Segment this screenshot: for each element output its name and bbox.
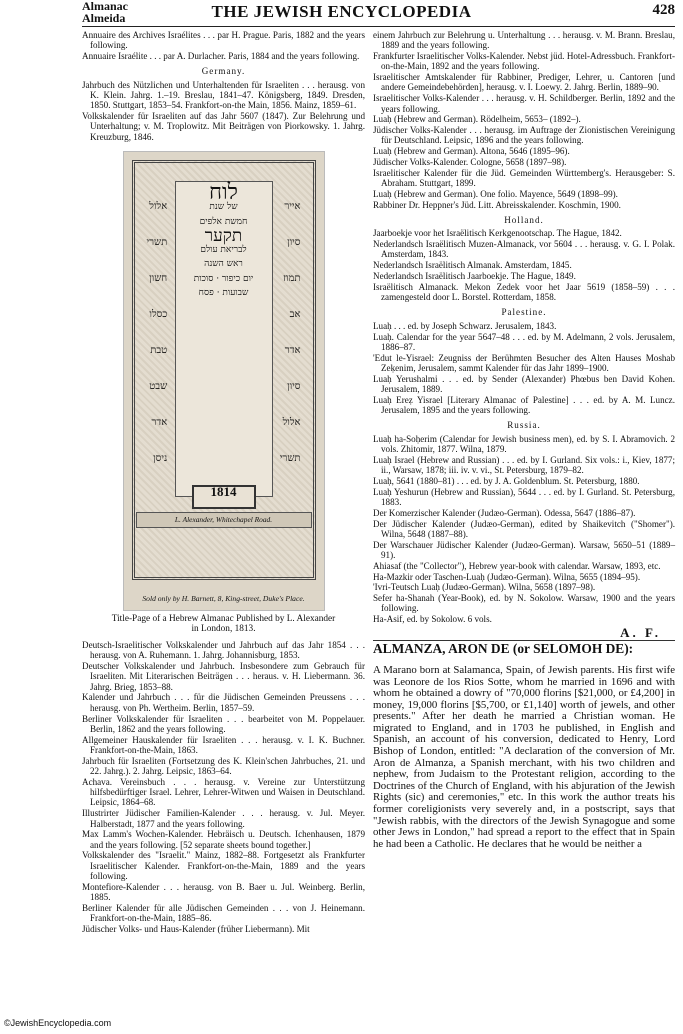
- bib-entry: Luaḥ . . . ed. by Joseph Schwarz. Jerusalem, 1843.: [373, 320, 557, 331]
- germany-entries-continued: [82, 640, 365, 934]
- running-header-first-word: Almanac: [82, 0, 128, 13]
- bib-entry: Ha-Mazkir oder Taschen-Luaḥ (Judæo-German). Wilna, 5655 (1894–95).: [373, 571, 641, 582]
- bib-entry: Achava. Vereinsbuch . . . herausg. v. Vereine zur Unterstützung hilfsbedürftiger Israel. Lehrer, Lehrer-Witwen und Waisen in Deutschland. Leipsic, 1864–68.: [82, 776, 365, 808]
- bib-entry: Illustrirter Jüdischer Familien-Kalender . . . herausg. v. Jul. Meyer. Halberstadt, 1877 and the years following.: [82, 808, 365, 829]
- bib-entry: Deutscher Volkskalender und Jahrbuch. Insbesondere zum Gebrauch für Israeliten. Mit Literarischen Beiträgen . . . heraus. v. H. Liebermann. 36. Jahrg. Brieg, 1853–88.: [82, 661, 365, 692]
- bib-entry: Deutsch-Israelitischer Volkskalender und Jahrbuch auf das Jahr 1854 . . . herausg. von A. Ruhemann. 1. Jahrg. Johannisburg, 1853.: [82, 639, 365, 661]
- bib-entry: Kalender und Jahrbuch . . . für die Jüdischen Gemeinden Preussens . . . herausg. von Ph. Wertheim. Berlin, 1857–59.: [82, 692, 365, 713]
- hebrew-year: תקער: [204, 225, 243, 246]
- bib-entry: Der Jüdischer Kalender (Judæo-German), edited by Shaikevitch ("Shomer"). Wilna, 5648 (1887–88).: [373, 518, 675, 539]
- figure-caption: [82, 614, 365, 635]
- caption-line: in London, 1813.: [191, 624, 256, 635]
- right-column: [373, 30, 675, 861]
- bib-entry: Israelitischer Amtskalender für Rabbiner, Prediger, Lehrer, u. Cantoren [und andere Gemeindebehörden], herausg. v. I. Loewy. 2. Jahrg. Berlin, 1889–90.: [373, 72, 675, 93]
- article-body: A Marano born at Salamanca, Spain, of Jewish parents. His first wife was Leonore de los Rios Sotte, whom he married in 1696 and with whom he obtained a dowry of "70,000 florins [$21,000, or £4,200] in money, 19,000 florins [$5,700, or £1,140] worth of jewels, and other presents." After her death he married a Christian woman. He migrated to England, and in 1703 he published, in English and Spanish, an account of his conversion, dedicated to Henry, Lord Bishop of London, entitled: "A declaration of the conversion of Mr. Aron de Almanza, a Spanish merchant, with his two children and nephew, from Judaism to the Protestant religion, according to the Doctrines of the Church of England, with his abjuration of the Jewish Rights (sic) and ceremonies," etc. In this work the author treats his former coreligionists very severely and, in a postscript, says that "Jewish rabbis, with the directors of the Jewish Synagogue and some other Jews in London," had spread a report to the effect that in Spain he had been a Catholic. He declares that he would be neither a: [373, 663, 675, 850]
- month-label: אלול: [149, 200, 168, 212]
- bib-entry: Jüdischer Volks-Kalender . . . herausg. im Auftrage der Zionistischen Vereinigung für Deutschland. Leipsic, 1896 and the years following.: [373, 125, 675, 146]
- bib-entry: Montefiore-Kalender . . . herausg. von B. Baer u. Jul. Weinberg. Berlin, 1885.: [82, 881, 365, 903]
- hebrew-line: לבריאת עולם: [200, 245, 247, 256]
- bib-entry: Luaḥ Ereẓ Yisrael [Literary Almanac of Palestine] . . . ed. by A. M. Luncz. Jerusalem, 1895 and the years following.: [373, 394, 675, 416]
- bib-entry: Luaḥ, 5641 (1880–81) . . . ed. by J. A. Goldenblum. St. Petersburg, 1880.: [373, 475, 640, 486]
- month-label: אייר: [284, 200, 301, 212]
- page-number: 428: [652, 2, 675, 18]
- bib-entry: einem Jahrbuch zur Belehrung u. Unterhaltung . . . herausg. v. M. Brann. Breslau, 1889 and the years following.: [373, 30, 675, 51]
- bib-entry: Nederlandsch Israëlitisch Muzen-Almanack, vor 5604 . . . herausg. v. G. I. Polak. Amsterdam, 1843.: [373, 239, 675, 260]
- figure-months-right: [280, 189, 301, 477]
- figure-imprint: Sold only by H. Barnett, 8, King-street, Duke's Place.: [142, 593, 305, 603]
- bib-entry: Nederlandsch Israëlitisch Jaarboekje. The Hague, 1849.: [373, 271, 576, 282]
- caption-line: Title-Page of a Hebrew Almanac Published by L. Alexander: [111, 613, 336, 624]
- left-column: [82, 30, 365, 935]
- section-heading-holland: Holland.: [504, 215, 544, 226]
- month-label: אדר: [151, 416, 168, 428]
- hebrew-line: של שנת: [209, 202, 238, 213]
- running-header-last-word: Almeida: [82, 11, 126, 25]
- section-heading-palestine: Palestine.: [501, 307, 547, 318]
- month-label: ניסן: [153, 452, 168, 464]
- month-label: אב: [289, 308, 301, 320]
- month-label: סיון: [287, 380, 301, 392]
- bib-entry: Jahrbuch für Israeliten (Fortsetzung des K. Klein'schen Jahrbuches, 21. und 22. Jahrg.). 2. Jahrg. Leipsic, 1863–64.: [82, 755, 365, 777]
- figure-months-left: [147, 189, 168, 477]
- author-initials: A. F.: [620, 624, 661, 640]
- almanac-title-page-figure: [123, 151, 325, 611]
- bib-entry: 'Ivri-Teutsch Luaḥ (Judæo-German). Wilna, 5658 (1897–98).: [373, 582, 596, 593]
- page-title: THE JEWISH ENCYCLOPEDIA: [211, 2, 472, 21]
- bib-entry: Annuaire Israélite . . . par A. Durlacher. Paris, 1884 and the years following.: [82, 51, 360, 62]
- month-label: טבת: [150, 344, 168, 356]
- figure-publisher-strip: L. Alexander, Whitechapel Road.: [136, 512, 312, 528]
- bib-entry: Ahiasaf (the "Collector"), Hebrew year-book with calendar. Warsaw, 1893, etc.: [373, 560, 661, 571]
- bib-entry: Berliner Volkskalender für Israeliten . . . bearbeitet von M. Poppelauer. Berlin, 1862 and the years following.: [82, 713, 365, 734]
- bib-entry: Luaḥ (Hebrew and German). One folio. Mayence, 5649 (1898–99).: [373, 188, 618, 199]
- bib-entry: Rabbiner Dr. Heppner's Jüd. Litt. Abreisskalender. Koschmin, 1900.: [373, 199, 621, 210]
- figure-center-panel: [175, 181, 273, 497]
- hebrew-line: יום כיפור · סוכות: [193, 273, 254, 284]
- bib-entry: Jüdischer Volks- und Haus-Kalender (früher Liebermann). Mit: [82, 923, 310, 934]
- bib-entry: Berliner Kalender für alle Jüdischen Gemeinden . . . von J. Heinemann. Frankfort-on-the-Main, 1885–86.: [82, 902, 365, 924]
- bib-entry: Luaḥ (Hebrew and German). Altona, 5646 (1895–96).: [373, 146, 570, 157]
- bib-entry: Annuaire des Archives Israélites . . . par H. Prague. Paris, 1882 and the years following.: [82, 30, 365, 51]
- month-label: שבט: [149, 380, 168, 392]
- article-heading: ALMANZA, ARON DE (or SELOMOH DE):: [373, 640, 634, 656]
- month-label: תשרי: [279, 452, 301, 464]
- bib-entry: Jahrbuch des Nützlichen und Unterhaltenden für Israeliten . . . herausg. von K. Klein. Jahrg. 1.–19. Breslau, 1841–47. Königsberg, 1849. Dresden, 1850. Stuttgart, 1853–54. Frankfort-on-the Main, 1856. Mainz, 1859–61.: [82, 79, 365, 111]
- header-rule: [82, 26, 675, 27]
- bib-entry: Jaarboekje voor het Israëlitisch Kerkgenootschap. The Hague, 1842.: [373, 228, 622, 239]
- bib-entry: Luaḥ Israel (Hebrew and Russian) . . . ed. by I. Gurland. Six vols.: i., Kiev, 1877; ii., Warsaw, 1878; iii. iv. v. vi., St. Petersburg, 1879–82.: [373, 454, 675, 476]
- bib-entry: Luaḥ Yeshurun (Hebrew and Russian), 5644 . . . ed. by I. Gurland. St. Petersburg, 1883.: [373, 486, 675, 507]
- hebrew-title: לוח: [209, 179, 238, 205]
- bib-entry: Israelitischer Kalender für die Jüd. Gemeinden Württemberg's. Herausgeber: S. Abraham. Stuttgart, 1899.: [373, 167, 675, 189]
- bib-entry: Luaḥ. Calendar for the year 5647–48 . . . ed. by M. Adelmann, 2 vols. Jerusalem, 1886–87.: [373, 331, 675, 352]
- bib-entry: Max Lamm's Wochen-Kalender. Hebräisch u. Deutsch. Ichenhausen, 1879 and the years following. [52 separate sheets bound together.]: [82, 829, 365, 850]
- bib-entry: Volkskalender für Israeliten auf das Jahr 5607 (1847). Zur Belehrung und Unterhaltung; v. M. Troplowitz. Mit Beiträgen von Piorkowsky. 1. Jahrg. Kreuzburg, 1846.: [82, 111, 365, 142]
- bib-entry: Jüdischer Volks-Kalender. Cologne, 5658 (1897–98).: [373, 157, 567, 168]
- hebrew-line: חמשת אלפים: [199, 216, 248, 227]
- month-label: תשרי: [146, 236, 168, 248]
- bib-entry: Luaḥ (Hebrew and German). Rödelheim, 5653– (1892–).: [373, 114, 581, 125]
- month-label: תמוז: [283, 272, 301, 284]
- bib-entry: Der Komerzischer Kalender (Judæo-German). Odessa, 5647 (1886–87).: [373, 507, 636, 518]
- hebrew-line: ראש השנה: [204, 259, 243, 270]
- month-label: חשון: [149, 272, 168, 284]
- bib-entry: Allgemeiner Hauskalender für Israeliten . . . herausg. v. I. K. Buchner. Frankfort-on-the-Main, 1863.: [82, 734, 365, 755]
- left-top-entries: [82, 30, 365, 61]
- bib-entry: Luaḥ Yerushalmi . . . ed. by Sender (Alexander) Phœbus ben David Kohen. Jerusalem, 1889.: [373, 373, 675, 394]
- month-label: סיון: [287, 236, 301, 248]
- bib-entry: Der Warschauer Jüdischer Kalender (Judæo-German). Warsaw, 5650–51 (1889–91).: [373, 539, 675, 560]
- month-label: כסלו: [149, 308, 168, 320]
- bib-entry: Volkskalender des "Israelit." Mainz, 1882–88. Fortgesetzt als Frankfurter Israelitischer Kalender. Frankfort-on-the-Main, 1889 and the years following.: [82, 850, 365, 881]
- bib-entry: Frankfurter Israelitischer Volks-Kalender. Nebst jüd. Hotel-Adressbuch. Frankfort-on-the-Main, 1892 and the years following.: [373, 51, 675, 72]
- month-label: אלול: [282, 416, 301, 428]
- bib-entry: Israelitischer Volks-Kalender . . . herausg. v. H. Schildberger. Berlin, 1892 and the years following.: [373, 93, 675, 114]
- month-label: אדר: [284, 344, 301, 356]
- figure-year-plate: 1814: [192, 485, 256, 509]
- bib-entry: Israëlitisch Almanack. Mekon Zedek voor het Jaar 5619 (1858–59) . . . zamengesteld door L. Borstel. Rotterdam, 1858.: [373, 281, 675, 303]
- bib-entry: Ha-Asif, ed. by Sokolow. 6 vols.: [373, 614, 492, 625]
- bib-entry: Luaḥ ha-Soḥerim (Calendar for Jewish business men), ed. by S. I. Abramovich. 2 vols. Zhitomir, 1877. Wilna, 1879.: [373, 433, 675, 454]
- bib-entry: Sefer ha-Shanah (Year-Book), ed. by N. Sokolow. Warsaw, 1900 and the years following.: [373, 593, 675, 614]
- section-heading-russia: Russia.: [507, 420, 541, 431]
- bib-entry: 'Edut le-Yisrael: Zeugniss der Berühmten Besucher des Alten Hauses Moshab Zeḳenim, Jerusalem, sammt Kalender für das Jahr 1899–1900.: [373, 352, 675, 373]
- hebrew-line: שבועות · פסח: [198, 288, 249, 299]
- copyright-footer: ©JewishEncyclopedia.com: [4, 1018, 112, 1028]
- bib-entry: Nederlandsch Israëlitisch Almanak. Amsterdam, 1845.: [373, 260, 572, 271]
- section-heading-germany: Germany.: [201, 66, 246, 77]
